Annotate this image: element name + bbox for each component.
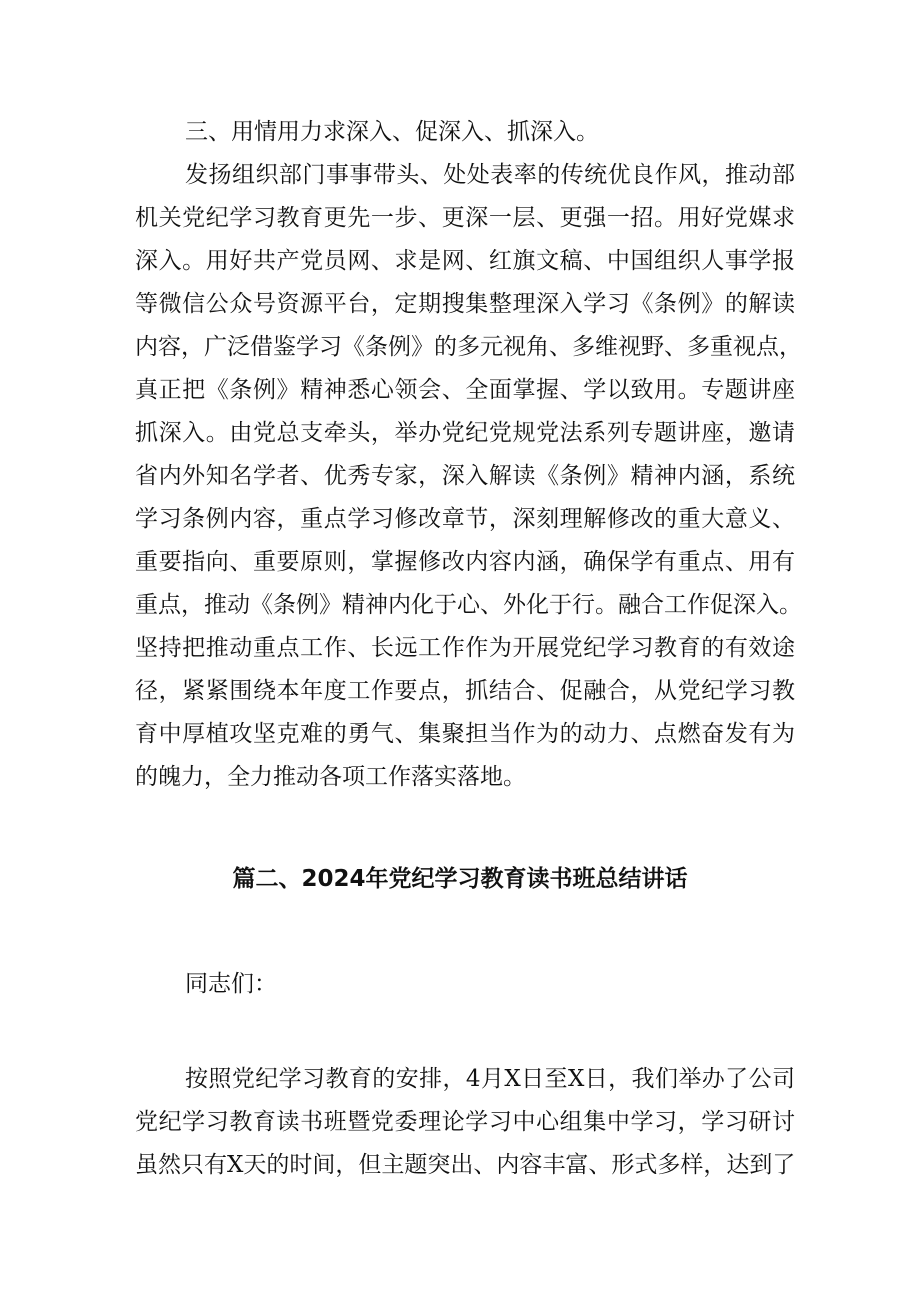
paragraph-line: 等微信公众号资源平台，定期搜集整理深入学习《条例》的解读	[135, 291, 795, 317]
paragraph-line: 抓深入。由党总支牵头，举办党纪党规党法系列专题讲座，邀请	[135, 420, 795, 446]
paragraph-line: 学习条例内容，重点学习修改章节，深刻理解修改的重大意义、	[135, 506, 795, 532]
paragraph-line: 育中厚植攻坚克难的勇气、集聚担当作为的动力、点燃奋发有为	[135, 721, 795, 747]
paragraph-line: 省内外知名学者、优秀专家，深入解读《条例》精神内涵，系统	[135, 463, 795, 489]
paragraph-line: 坚持把推动重点工作、长远工作作为开展党纪学习教育的有效途	[135, 635, 795, 661]
paragraph-line: 按照党纪学习教育的安排，4月X日至X日，我们举办了公司	[185, 1066, 795, 1092]
paragraph-line: 深入。用好共产党员网、求是网、红旗文稿、中国组织人事学报	[135, 248, 795, 274]
paragraph-line: 党纪学习教育读书班暨党委理论学习中心组集中学习，学习研讨	[135, 1109, 795, 1135]
paragraph-line: 重点，推动《条例》精神内化于心、外化于行。融合工作促深入。	[135, 592, 802, 618]
paragraph-line: 发扬组织部门事事带头、处处表率的传统优良作风，推动部	[185, 162, 795, 188]
paragraph-line: 重要指向、重要原则，掌握修改内容内涵，确保学有重点、用有	[135, 549, 795, 575]
paragraph-line: 虽然只有X天的时间，但主题突出、内容丰富、形式多样，达到了	[135, 1152, 796, 1178]
paragraph-line: 径，紧紧围绕本年度工作要点，抓结合、促融合，从党纪学习教	[135, 678, 795, 704]
paragraph-line: 的魄力，全力推动各项工作落实落地。	[135, 764, 526, 790]
paragraph-line: 真正把《条例》精神悉心领会、全面掌握、学以致用。专题讲座	[135, 377, 795, 403]
salutation: 同志们：	[185, 971, 277, 997]
section-heading: 三、用情用力求深入、促深入、抓深入。	[185, 119, 599, 145]
article-title: 篇二、2024年党纪学习教育读书班总结讲话	[232, 866, 688, 892]
paragraph-line: 内容，广泛借鉴学习《条例》的多元视角、多维视野、多重视点，	[135, 334, 802, 360]
paragraph-line: 机关党纪学习教育更先一步、更深一层、更强一招。用好党媒求	[135, 205, 795, 231]
